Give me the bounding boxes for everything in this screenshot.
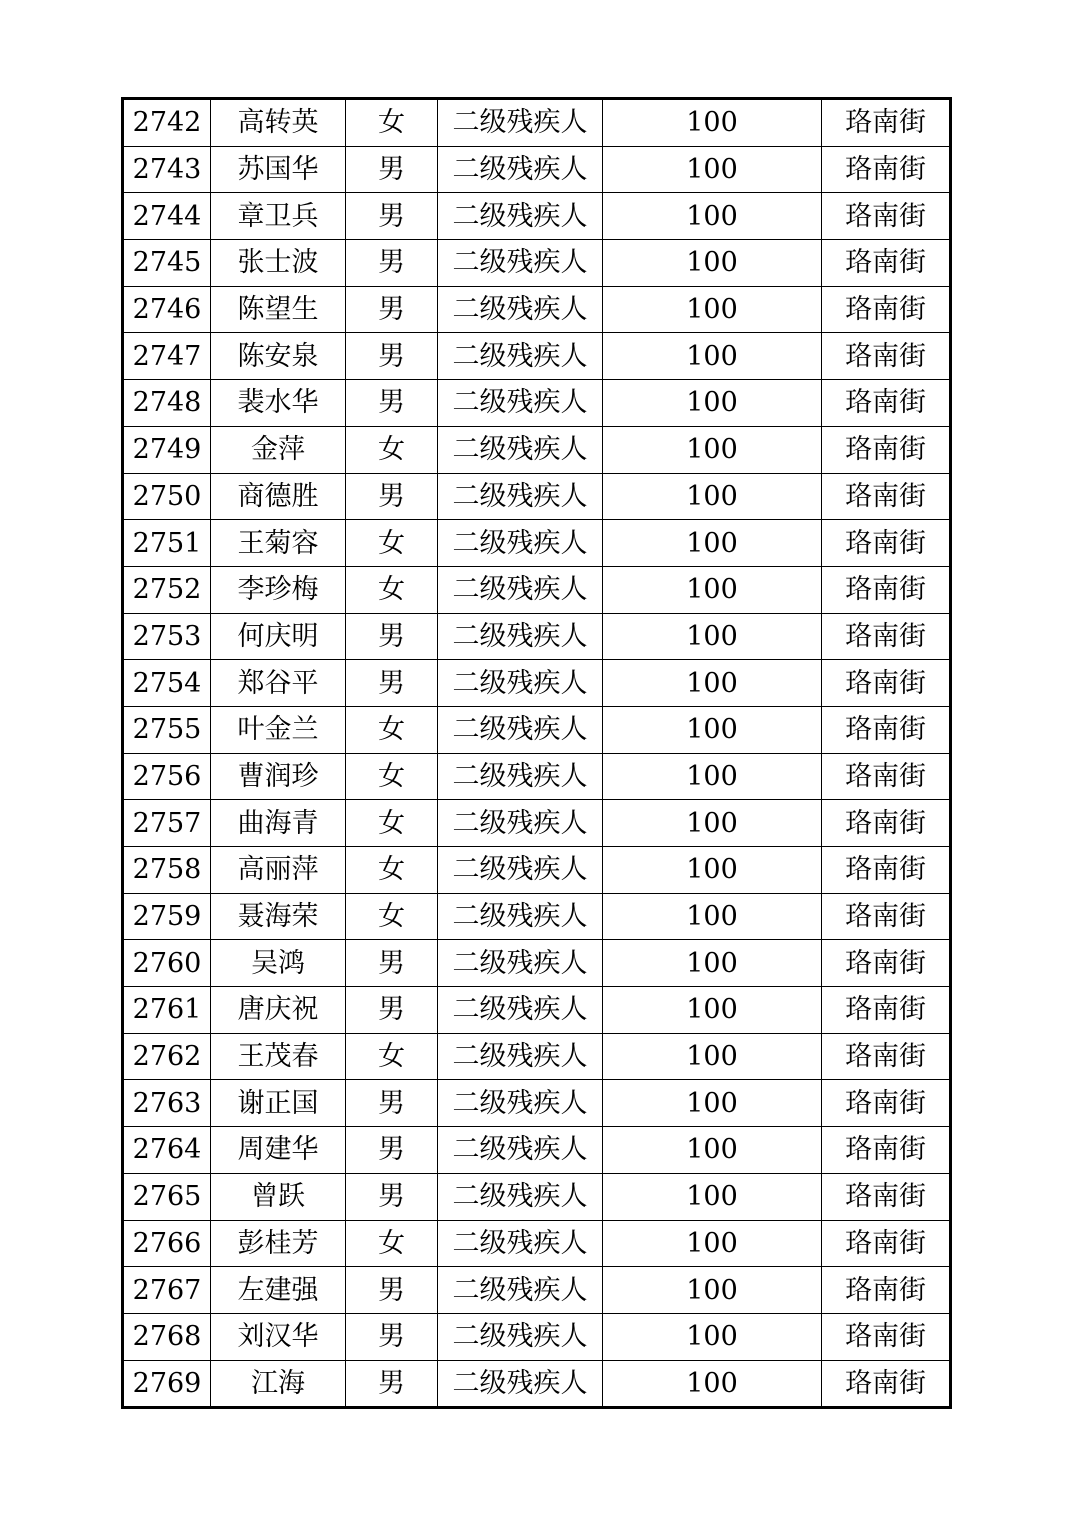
row-number-cell: 2760 [123,940,211,987]
table-row [123,380,951,427]
street-cell: 珞南街 [822,99,951,147]
category-cell: 二级残疾人 [438,240,603,287]
table-row [123,800,951,847]
name-cell: 唐庆祝 [211,987,346,1034]
street-cell: 珞南街 [822,613,951,660]
gender-cell: 男 [346,333,438,380]
table-row [123,146,951,193]
gender-cell: 女 [346,800,438,847]
row-number-cell: 2745 [123,240,211,287]
table-row [123,706,951,753]
table-row [123,1173,951,1220]
category-cell: 二级残疾人 [438,193,603,240]
gender-cell: 女 [346,1220,438,1267]
category-cell: 二级残疾人 [438,146,603,193]
amount-cell: 100 [603,333,822,380]
gender-cell: 女 [346,753,438,800]
category-cell: 二级残疾人 [438,473,603,520]
street-cell: 珞南街 [822,753,951,800]
category-cell: 二级残疾人 [438,1360,603,1408]
row-number-cell: 2755 [123,706,211,753]
category-cell: 二级残疾人 [438,520,603,567]
name-cell: 刘汉华 [211,1313,346,1360]
name-cell: 王菊容 [211,520,346,567]
amount-cell: 100 [603,426,822,473]
category-cell: 二级残疾人 [438,1313,603,1360]
gender-cell: 女 [346,706,438,753]
gender-cell: 女 [346,847,438,894]
amount-cell: 100 [603,1127,822,1174]
category-cell: 二级残疾人 [438,613,603,660]
street-cell: 珞南街 [822,987,951,1034]
street-cell: 珞南街 [822,193,951,240]
gender-cell: 男 [346,240,438,287]
name-cell: 谢正国 [211,1080,346,1127]
category-cell: 二级残疾人 [438,753,603,800]
name-cell: 江海 [211,1360,346,1408]
amount-cell: 100 [603,240,822,287]
amount-cell: 100 [603,1267,822,1314]
gender-cell: 男 [346,146,438,193]
amount-cell: 100 [603,1313,822,1360]
amount-cell: 100 [603,380,822,427]
table-row [123,426,951,473]
street-cell: 珞南街 [822,1267,951,1314]
gender-cell: 男 [346,1080,438,1127]
row-number-cell: 2754 [123,660,211,707]
amount-cell: 100 [603,660,822,707]
row-number-cell: 2753 [123,613,211,660]
street-cell: 珞南街 [822,286,951,333]
amount-cell: 100 [603,146,822,193]
row-number-cell: 2761 [123,987,211,1034]
table-row [123,1313,951,1360]
name-cell: 叶金兰 [211,706,346,753]
row-number-cell: 2769 [123,1360,211,1408]
gender-cell: 男 [346,473,438,520]
name-cell: 陈安泉 [211,333,346,380]
category-cell: 二级残疾人 [438,380,603,427]
street-cell: 珞南街 [822,893,951,940]
table-body [123,99,951,1408]
row-number-cell: 2757 [123,800,211,847]
table-row [123,286,951,333]
row-number-cell: 2765 [123,1173,211,1220]
category-cell: 二级残疾人 [438,893,603,940]
amount-cell: 100 [603,566,822,613]
category-cell: 二级残疾人 [438,1033,603,1080]
category-cell: 二级残疾人 [438,333,603,380]
street-cell: 珞南街 [822,940,951,987]
amount-cell: 100 [603,473,822,520]
gender-cell: 女 [346,99,438,147]
category-cell: 二级残疾人 [438,706,603,753]
row-number-cell: 2764 [123,1127,211,1174]
name-cell: 高转英 [211,99,346,147]
amount-cell: 100 [603,613,822,660]
row-number-cell: 2742 [123,99,211,147]
name-cell: 金萍 [211,426,346,473]
name-cell: 商德胜 [211,473,346,520]
street-cell: 珞南街 [822,520,951,567]
amount-cell: 100 [603,99,822,147]
category-cell: 二级残疾人 [438,286,603,333]
amount-cell: 100 [603,1080,822,1127]
beneficiary-table [121,97,952,1409]
name-cell: 郑谷平 [211,660,346,707]
category-cell: 二级残疾人 [438,940,603,987]
table-row [123,893,951,940]
gender-cell: 女 [346,426,438,473]
amount-cell: 100 [603,800,822,847]
table-row [123,940,951,987]
gender-cell: 男 [346,987,438,1034]
street-cell: 珞南街 [822,800,951,847]
street-cell: 珞南街 [822,1080,951,1127]
gender-cell: 女 [346,520,438,567]
category-cell: 二级残疾人 [438,99,603,147]
gender-cell: 男 [346,1267,438,1314]
category-cell: 二级残疾人 [438,1127,603,1174]
table-row [123,753,951,800]
table-row [123,847,951,894]
category-cell: 二级残疾人 [438,800,603,847]
street-cell: 珞南街 [822,1127,951,1174]
category-cell: 二级残疾人 [438,1220,603,1267]
table-row [123,240,951,287]
table-row [123,613,951,660]
street-cell: 珞南街 [822,146,951,193]
street-cell: 珞南街 [822,1173,951,1220]
name-cell: 何庆明 [211,613,346,660]
category-cell: 二级残疾人 [438,1173,603,1220]
name-cell: 曲海青 [211,800,346,847]
category-cell: 二级残疾人 [438,1080,603,1127]
row-number-cell: 2744 [123,193,211,240]
category-cell: 二级残疾人 [438,566,603,613]
row-number-cell: 2766 [123,1220,211,1267]
name-cell: 吴鸿 [211,940,346,987]
gender-cell: 男 [346,940,438,987]
category-cell: 二级残疾人 [438,987,603,1034]
amount-cell: 100 [603,940,822,987]
name-cell: 彭桂芳 [211,1220,346,1267]
gender-cell: 女 [346,893,438,940]
row-number-cell: 2751 [123,520,211,567]
table-row [123,193,951,240]
row-number-cell: 2747 [123,333,211,380]
row-number-cell: 2743 [123,146,211,193]
table-row [123,333,951,380]
name-cell: 李珍梅 [211,566,346,613]
amount-cell: 100 [603,1220,822,1267]
gender-cell: 女 [346,1033,438,1080]
row-number-cell: 2759 [123,893,211,940]
category-cell: 二级残疾人 [438,660,603,707]
street-cell: 珞南街 [822,473,951,520]
street-cell: 珞南街 [822,847,951,894]
amount-cell: 100 [603,753,822,800]
table-row [123,1127,951,1174]
amount-cell: 100 [603,1173,822,1220]
amount-cell: 100 [603,893,822,940]
table-row [123,99,951,147]
street-cell: 珞南街 [822,240,951,287]
table-row [123,1220,951,1267]
table-row [123,1267,951,1314]
row-number-cell: 2756 [123,753,211,800]
row-number-cell: 2748 [123,380,211,427]
amount-cell: 100 [603,520,822,567]
gender-cell: 男 [346,286,438,333]
street-cell: 珞南街 [822,566,951,613]
gender-cell: 男 [346,1313,438,1360]
name-cell: 苏国华 [211,146,346,193]
name-cell: 聂海荣 [211,893,346,940]
table-row [123,566,951,613]
gender-cell: 男 [346,660,438,707]
table-row [123,987,951,1034]
gender-cell: 男 [346,193,438,240]
table-row [123,473,951,520]
name-cell: 陈望生 [211,286,346,333]
street-cell: 珞南街 [822,1360,951,1408]
gender-cell: 男 [346,380,438,427]
row-number-cell: 2749 [123,426,211,473]
street-cell: 珞南街 [822,426,951,473]
row-number-cell: 2763 [123,1080,211,1127]
row-number-cell: 2752 [123,566,211,613]
amount-cell: 100 [603,193,822,240]
gender-cell: 男 [346,1127,438,1174]
gender-cell: 男 [346,1173,438,1220]
name-cell: 曾跃 [211,1173,346,1220]
table-row [123,1080,951,1127]
amount-cell: 100 [603,847,822,894]
name-cell: 王茂春 [211,1033,346,1080]
table-row [123,520,951,567]
table-row [123,1360,951,1408]
name-cell: 周建华 [211,1127,346,1174]
street-cell: 珞南街 [822,333,951,380]
amount-cell: 100 [603,1360,822,1408]
amount-cell: 100 [603,1033,822,1080]
category-cell: 二级残疾人 [438,847,603,894]
name-cell: 左建强 [211,1267,346,1314]
row-number-cell: 2762 [123,1033,211,1080]
row-number-cell: 2750 [123,473,211,520]
name-cell: 张士波 [211,240,346,287]
table-row [123,1033,951,1080]
street-cell: 珞南街 [822,1313,951,1360]
gender-cell: 男 [346,613,438,660]
name-cell: 曹润珍 [211,753,346,800]
row-number-cell: 2767 [123,1267,211,1314]
street-cell: 珞南街 [822,1220,951,1267]
street-cell: 珞南街 [822,380,951,427]
gender-cell: 女 [346,566,438,613]
street-cell: 珞南街 [822,706,951,753]
row-number-cell: 2746 [123,286,211,333]
row-number-cell: 2768 [123,1313,211,1360]
category-cell: 二级残疾人 [438,426,603,473]
gender-cell: 男 [346,1360,438,1408]
category-cell: 二级残疾人 [438,1267,603,1314]
amount-cell: 100 [603,706,822,753]
amount-cell: 100 [603,286,822,333]
row-number-cell: 2758 [123,847,211,894]
name-cell: 高丽萍 [211,847,346,894]
street-cell: 珞南街 [822,1033,951,1080]
name-cell: 章卫兵 [211,193,346,240]
name-cell: 裴水华 [211,380,346,427]
table-row [123,660,951,707]
amount-cell: 100 [603,987,822,1034]
street-cell: 珞南街 [822,660,951,707]
